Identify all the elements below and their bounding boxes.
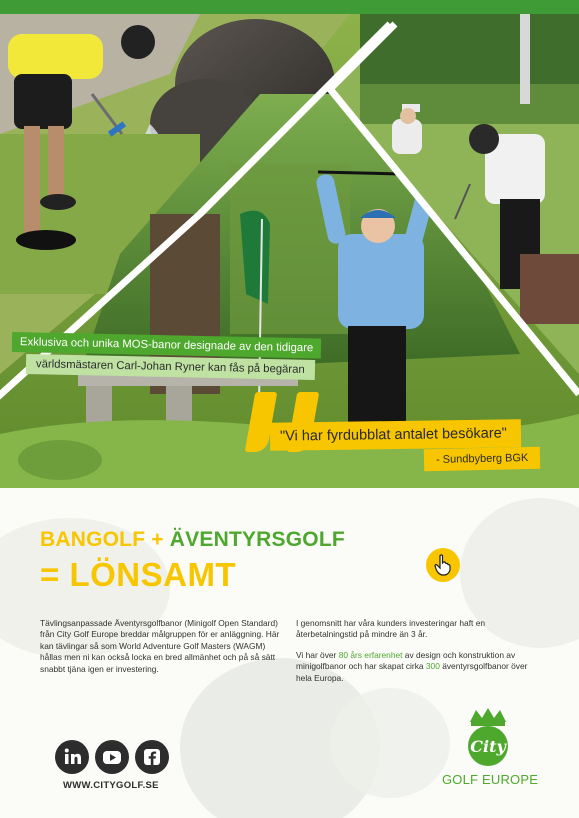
- highlight-count: 300: [425, 661, 440, 672]
- headline-plus: +: [151, 528, 164, 551]
- pointer-hand-button[interactable]: [426, 548, 460, 582]
- body-text-segment: äventyrsgolfbanor över hela Europa.: [296, 661, 528, 683]
- top-green-bar: [0, 0, 579, 14]
- body-column-right: [296, 618, 538, 693]
- crown-logo-icon: [462, 706, 514, 772]
- city-golf-logo: [462, 706, 514, 772]
- body-right-paragraph-1: I genomsnitt har våra kunders investeringar haft en återbetalningstid på mindre än 3 år.: [296, 618, 486, 640]
- headline-bangolf-aventyrsgolf: [40, 528, 345, 552]
- website-link[interactable]: WWW.CITYGOLF.SE: [63, 780, 159, 791]
- photo-collage-graphic: [0, 14, 579, 488]
- headline-aventyrsgolf: ÄVENTYRSGOLF: [169, 528, 345, 551]
- body-left-paragraph: Tävlingsanpassade Äventyrsgolfbanor (Minigolf Open Standard) från City Golf Europe breddar målgruppen för er anläggning. Här kan tävlingar så som World Adventure Golf Masters (WAGM) hållas men ni kan också locka en bred allmänhet och på så sätt snabbt tjäna igen er investering.: [40, 618, 280, 674]
- mos-banner-line-1: Exklusiva och unika MOS-banor designade av den tidigare: [12, 332, 322, 358]
- facebook-icon: [135, 740, 169, 774]
- logo-script-text: City: [470, 737, 506, 756]
- pointer-hand-icon: [434, 554, 452, 576]
- body-text-segment: av design och konstruktion av minigolfbanor och har skapat cirka: [296, 649, 516, 672]
- linkedin-icon: [55, 740, 89, 774]
- highlight-experience: 80 års erfarenhet: [338, 649, 403, 660]
- testimonial-quote: "Vi har fyrdubblat antalet besökare": [270, 419, 521, 451]
- body-column-left: [40, 618, 280, 684]
- facebook-button[interactable]: [135, 740, 169, 774]
- hero-photo-collage: [0, 14, 579, 488]
- logo-text: GOLF EUROPE: [442, 772, 539, 787]
- youtube-icon: [95, 740, 129, 774]
- testimonial-source: - Sundbyberg BGK: [424, 447, 541, 471]
- youtube-button[interactable]: [95, 740, 129, 774]
- linkedin-button[interactable]: [55, 740, 89, 774]
- mos-banner-line-2: världsmästaren Carl-Johan Ryner kan fås på begäran: [26, 354, 315, 380]
- headline-lonsamt: = LÖNSAMT: [40, 556, 237, 593]
- headline-bangolf: BANGOLF: [40, 528, 146, 551]
- body-text-segment: Vi har över: [296, 649, 339, 660]
- body-right-paragraph-2: [296, 650, 538, 684]
